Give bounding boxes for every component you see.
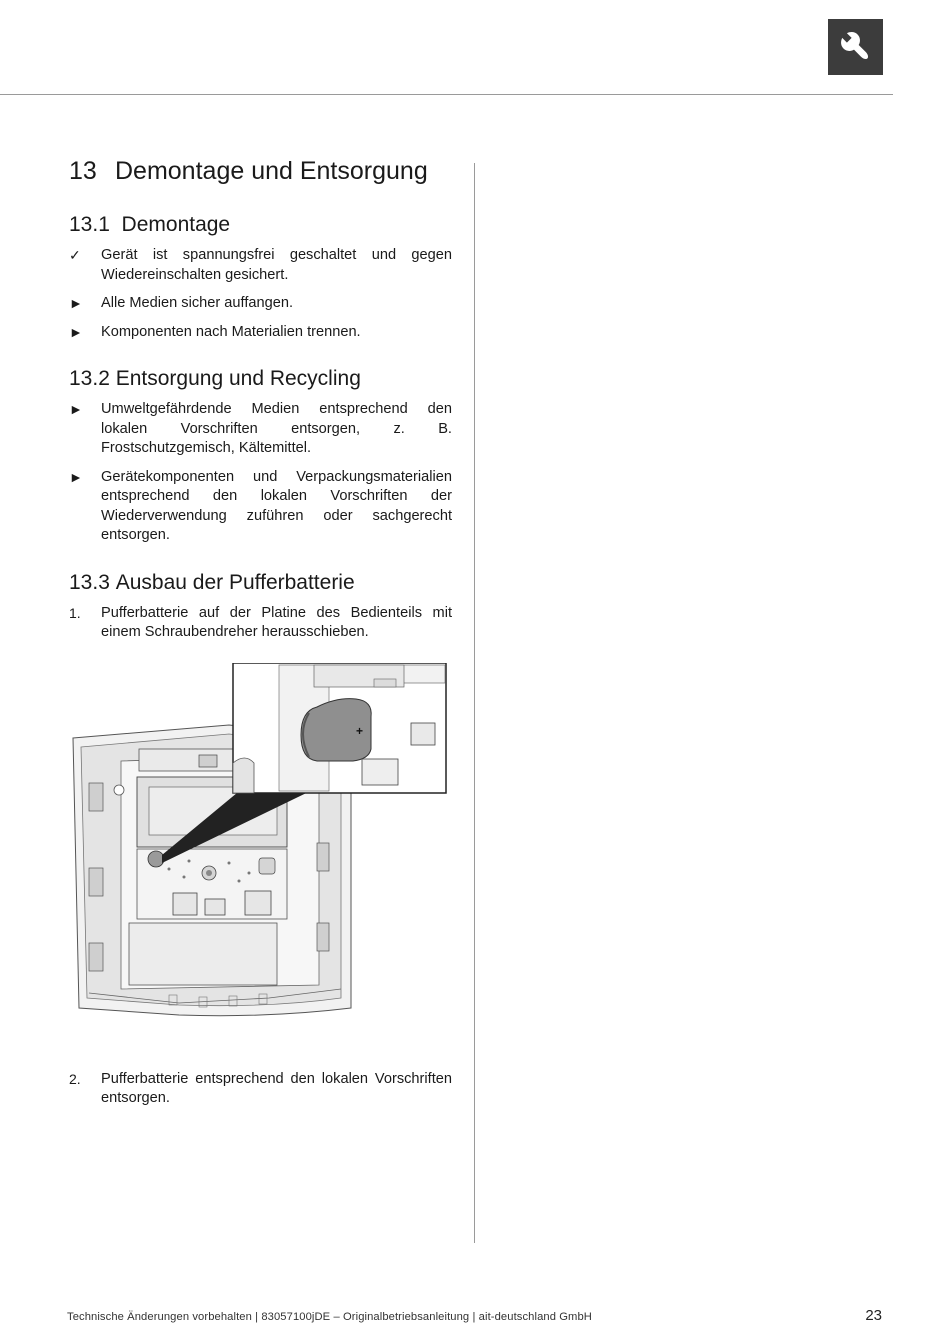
check-icon: ✓ xyxy=(69,247,81,263)
wrench-icon xyxy=(837,28,875,66)
column-divider xyxy=(474,163,475,1243)
control-panel-illustration xyxy=(69,663,452,1048)
section-title: 13.1 Demontage xyxy=(69,213,231,236)
battery-removal-figure xyxy=(69,663,452,1048)
wrench-badge xyxy=(828,19,883,75)
triangle-bullet-icon: ► xyxy=(69,468,83,485)
section-title: 13.3 Ausbau der Pufferbatterie xyxy=(69,570,355,594)
plus-label: + xyxy=(356,723,364,738)
chapter-title: 13 Demontage und Entsorgung xyxy=(69,157,428,185)
section-13-3 xyxy=(69,568,452,1109)
battery-location xyxy=(148,851,164,867)
list-item: ► Umweltgefährdende Medien entsprechend den lokalen Vorschriften entsorgen, z. B. Frostschutzgemisch, Kältemittel. xyxy=(69,401,452,456)
list-item: ✓ Gerät ist spannungsfrei geschaltet und gegen Wiedereinschalten gesichert. xyxy=(69,247,452,283)
zoom-inset xyxy=(233,663,446,793)
list-item: ► Gerätekomponenten und Verpackungsmaterialien entsprechend den lokalen Vorschriften der Wiederverwendung zuführen oder sachgerecht entsorgen. xyxy=(69,468,452,543)
section-13-1 xyxy=(69,210,452,342)
step-2: 2. Pufferbatterie entsprechend den lokalen Vorschriften entsorgen. xyxy=(69,1070,452,1106)
triangle-bullet-icon: ► xyxy=(69,401,83,417)
header-rule xyxy=(0,94,893,95)
list-item: ► Alle Medien sicher auffangen. xyxy=(69,294,452,314)
page-number: 23 xyxy=(865,1307,882,1324)
section-13-2 xyxy=(69,364,452,546)
triangle-bullet-icon: ► xyxy=(69,323,83,340)
triangle-bullet-icon: ► xyxy=(69,295,83,311)
main-content xyxy=(69,154,452,1118)
list-item: ► Komponenten nach Materialien trennen. xyxy=(69,323,452,343)
step-1: 1. Pufferbatterie auf der Platine des Bedienteils mit einem Schraubendreher herausschieben. xyxy=(69,604,452,640)
footer-text: Technische Änderungen vorbehalten | 83057100jDE – Originalbetriebsanleitung | ait-deutschland GmbH xyxy=(67,1311,592,1323)
section-title: 13.2 Entsorgung und Recycling xyxy=(69,367,361,390)
